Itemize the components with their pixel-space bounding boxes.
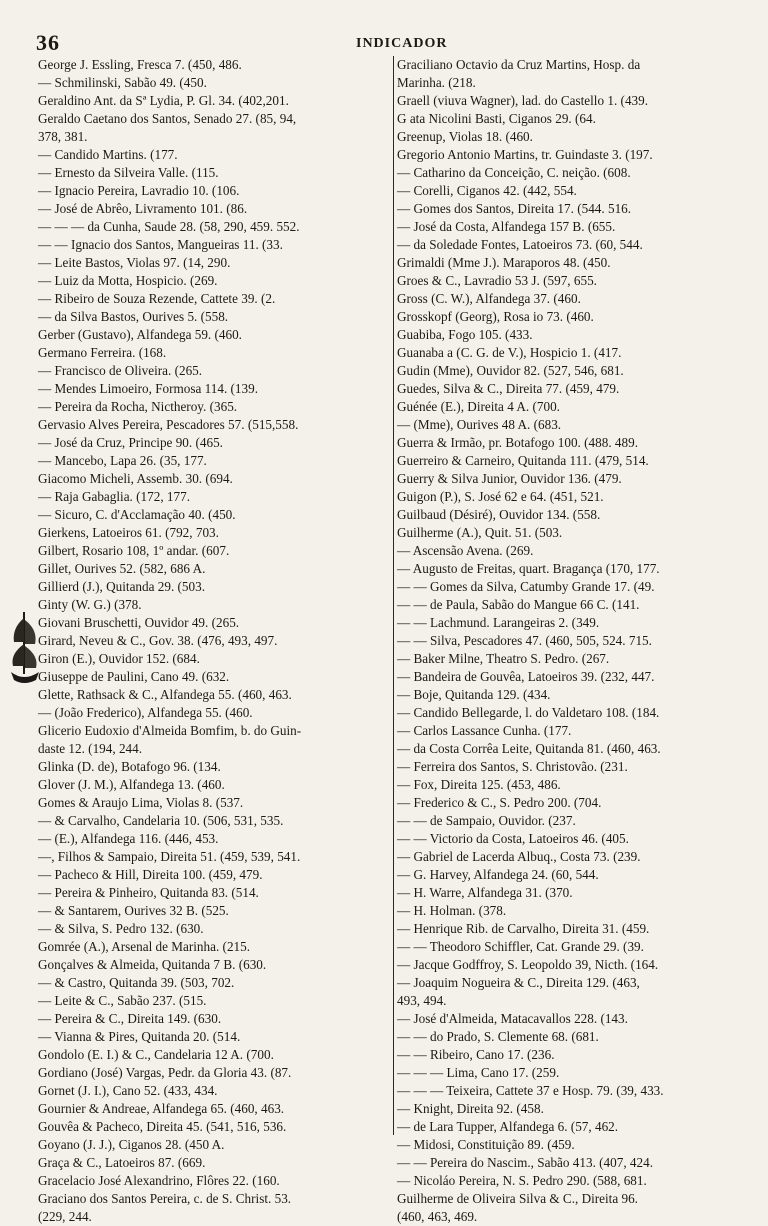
index-entry: — — Ignacio dos Santos, Mangueiras 11. (33.: [38, 237, 283, 252]
index-entry: — Corelli, Ciganos 42. (442, 554.: [397, 183, 577, 198]
index-entry: — Joaquim Nogueira & C., Direita 129. (463,: [397, 975, 640, 990]
index-entry: Guerry & Silva Junior, Ouvidor 136. (479.: [397, 471, 622, 486]
index-entry: Gudin (Mme), Ouvidor 82. (527, 546, 681.: [397, 363, 624, 378]
left-column: [38, 56, 393, 1224]
index-entry: — Candido Martins. (177.: [38, 147, 178, 162]
index-entry: (229, 244.: [38, 1209, 92, 1224]
index-entry: Marinha. (218.: [397, 75, 476, 90]
index-entry: — Boje, Quitanda 129. (434.: [397, 687, 551, 702]
index-entry: — Baker Milne, Theatro S. Pedro. (267.: [397, 651, 610, 666]
index-entry: — — — Teixeira, Cattete 37 e Hosp. 79. (39, 433.: [397, 1083, 664, 1098]
index-entry: Gouvêa & Pacheco, Direita 45. (541, 516, 536.: [38, 1119, 287, 1134]
index-entry: Geraldo Caetano dos Santos, Senado 27. (85, 94,: [38, 111, 297, 126]
page-header: [36, 30, 740, 56]
index-entry: — Pereira & Pinheiro, Quitanda 83. (514.: [38, 885, 259, 900]
index-entry: — Ernesto da Silveira Valle. (115.: [38, 165, 219, 180]
index-entry: — Midosi, Constituição 89. (459.: [397, 1137, 575, 1152]
index-entry: Giovani Bruschetti, Ouvidor 49. (265.: [38, 615, 240, 630]
index-entry: — Pereira da Rocha, Nictheroy. (365.: [38, 399, 238, 414]
index-entry: Giacomo Micheli, Assemb. 30. (694.: [38, 471, 233, 486]
index-entry: — (Mme), Ourives 48 A. (683.: [397, 417, 562, 432]
index-entry: George J. Essling, Fresca 7. (450, 486.: [38, 57, 242, 72]
index-entry: Grimaldi (Mme J.). Maraporos 48. (450.: [397, 255, 611, 270]
index-entry: — H. Warre, Alfandega 31. (370.: [397, 885, 573, 900]
index-entry: — Bandeira de Gouvêa, Latoeiros 39. (232, 447.: [397, 669, 655, 684]
index-entry: — — Gomes da Silva, Catumby Grande 17. (49.: [397, 579, 655, 594]
index-columns: [38, 56, 748, 1224]
index-entry: — Candido Bellegarde, l. do Valdetaro 108. (184.: [397, 705, 660, 720]
index-entry: — — do Prado, S. Clemente 68. (681.: [397, 1029, 599, 1044]
index-entry: — & Castro, Quitanda 39. (503, 702.: [38, 975, 235, 990]
index-entry: Guilherme (A.), Quit. 51. (503.: [397, 525, 563, 540]
index-entry: — Knight, Direita 92. (458.: [397, 1101, 544, 1116]
index-entry: — (João Frederico), Alfandega 55. (460.: [38, 705, 253, 720]
index-entry: Gillierd (J.), Quitanda 29. (503.: [38, 579, 206, 594]
running-head: INDICADOR: [356, 36, 448, 51]
page-number: 36: [36, 30, 60, 55]
index-entry: Gross (C. W.), Alfandega 37. (460.: [397, 291, 581, 306]
index-entry: — Jacque Godffroy, S. Leopoldo 39, Nicth. (164.: [397, 957, 659, 972]
index-entry: — da Costa Corrêa Leite, Quitanda 81. (460, 463.: [397, 741, 661, 756]
index-entry: Gillet, Ourives 52. (582, 686 A.: [38, 561, 206, 576]
index-entry: Glinka (D. de), Botafogo 96. (134.: [38, 759, 221, 774]
index-entry: Geraldino Ant. da Sª Lydia, P. Gl. 34. (402,201.: [38, 93, 289, 108]
index-entry: Giron (E.), Ouvidor 152. (684.: [38, 651, 200, 666]
index-entry: — Francisco de Oliveira. (265.: [38, 363, 203, 378]
index-entry: — Fox, Direita 125. (453, 486.: [397, 777, 561, 792]
index-entry: — José da Cruz, Principe 90. (465.: [38, 435, 223, 450]
index-entry: Gervasio Alves Pereira, Pescadores 57. (515,558.: [38, 417, 299, 432]
index-entry: Graça & C., Latoeiros 87. (669.: [38, 1155, 206, 1170]
index-entry: — — — Lima, Cano 17. (259.: [397, 1065, 560, 1080]
index-entry: — Augusto de Freitas, quart. Bragança (170, 177.: [397, 561, 660, 576]
right-column: [393, 56, 748, 1224]
index-entry: — & Carvalho, Candelaria 10. (506, 531, 535.: [38, 813, 284, 828]
index-entry: — Carlos Lassance Cunha. (177.: [397, 723, 572, 738]
index-entry: Guilherme de Oliveira Silva & C., Direita 96.: [397, 1191, 638, 1206]
index-entry: Gilbert, Rosario 108, 1º andar. (607.: [38, 543, 230, 558]
index-entry: Guanaba a (C. G. de V.), Hospicio 1. (417.: [397, 345, 622, 360]
index-entry: Graell (viuva Wagner), lad. do Castello 1. (439.: [397, 93, 649, 108]
index-entry: Germano Ferreira. (168.: [38, 345, 167, 360]
index-entry: Girard, Neveu & C., Gov. 38. (476, 493, 497.: [38, 633, 278, 648]
index-entry: Gracelacio José Alexandrino, Flôres 22. (160.: [38, 1173, 280, 1188]
index-entry: — Leite & C., Sabão 237. (515.: [38, 993, 207, 1008]
index-entry: — Mendes Limoeiro, Formosa 114. (139.: [38, 381, 259, 396]
index-entry: Gomrée (A.), Arsenal de Marinha. (215.: [38, 939, 251, 954]
index-entry: Guénée (E.), Direita 4 A. (700.: [397, 399, 560, 414]
index-entry: — José da Costa, Alfandega 157 B. (655.: [397, 219, 616, 234]
index-entry: — Raja Gabaglia. (172, 177.: [38, 489, 190, 504]
index-entry: 378, 381.: [38, 129, 88, 144]
index-entry: — Nicoláo Pereira, N. S. Pedro 290. (588, 681.: [397, 1173, 647, 1188]
index-entry: — Schmilinski, Sabão 49. (450.: [38, 75, 207, 90]
index-entry: — Catharino da Conceição, C. neição. (608.: [397, 165, 631, 180]
index-entry: Glover (J. M.), Alfandega 13. (460.: [38, 777, 225, 792]
index-entry: Gordiano (José) Vargas, Pedr. da Gloria 43. (87.: [38, 1065, 292, 1080]
index-entry: — de Lara Tupper, Alfandega 6. (57, 462.: [397, 1119, 619, 1134]
index-entry: — — — da Cunha, Saude 28. (58, 290, 459. 552.: [38, 219, 300, 234]
index-entry: daste 12. (194, 244.: [38, 741, 143, 756]
index-entry: Gonçalves & Almeida, Quitanda 7 B. (630.: [38, 957, 267, 972]
index-entry: — — Ribeiro, Cano 17. (236.: [397, 1047, 555, 1062]
index-entry: Gregorio Antonio Martins, tr. Guindaste 3. (197.: [397, 147, 653, 162]
index-entry: — — Lachmund. Larangeiras 2. (349.: [397, 615, 600, 630]
index-entry: — Ribeiro de Souza Rezende, Cattete 39. (2.: [38, 291, 276, 306]
index-entry: — Mancebo, Lapa 26. (35, 177.: [38, 453, 207, 468]
index-entry: Gomes & Araujo Lima, Violas 8. (537.: [38, 795, 244, 810]
index-entry: Guabiba, Fogo 105. (433.: [397, 327, 533, 342]
index-entry: Guigon (P.), S. José 62 e 64. (451, 521.: [397, 489, 604, 504]
index-entry: — Pacheco & Hill, Direita 100. (459, 479.: [38, 867, 263, 882]
index-entry: Gournier & Andreae, Alfandega 65. (460, 463.: [38, 1101, 285, 1116]
index-entry: Glette, Rathsack & C., Alfandega 55. (460, 463.: [38, 687, 292, 702]
index-entry: — Henrique Rib. de Carvalho, Direita 31. (459.: [397, 921, 650, 936]
index-entry: — Ferreira dos Santos, S. Christovão. (231.: [397, 759, 628, 774]
index-entry: — Pereira & C., Direita 149. (630.: [38, 1011, 222, 1026]
index-entry: — Vianna & Pires, Quitanda 20. (514.: [38, 1029, 241, 1044]
index-entry: Graciliano Octavio da Cruz Martins, Hosp. da: [397, 57, 641, 72]
index-entry: Goyano (J. J.), Ciganos 28. (450 A.: [38, 1137, 225, 1152]
index-entry: — José d'Almeida, Matacavallos 228. (143.: [397, 1011, 628, 1026]
index-entry: Gerber (Gustavo), Alfandega 59. (460.: [38, 327, 242, 342]
index-entry: — — de Sampaio, Ouvidor. (237.: [397, 813, 576, 828]
index-entry: — Sicuro, C. d'Acclamação 40. (450.: [38, 507, 236, 522]
index-entry: Giuseppe de Paulini, Cano 49. (632.: [38, 669, 230, 684]
index-entry: — Frederico & C., S. Pedro 200. (704.: [397, 795, 602, 810]
sailing-ship-icon: [8, 608, 42, 688]
index-entry: — — de Paula, Sabão do Mangue 66 C. (141.: [397, 597, 640, 612]
index-entry: — & Santarem, Ourives 32 B. (525.: [38, 903, 229, 918]
index-entry: — — Theodoro Schiffler, Cat. Grande 29. (39.: [397, 939, 644, 954]
index-entry: — & Silva, S. Pedro 132. (630.: [38, 921, 204, 936]
index-entry: — Ignacio Pereira, Lavradio 10. (106.: [38, 183, 240, 198]
index-entry: — — Silva, Pescadores 47. (460, 505, 524. 715.: [397, 633, 652, 648]
index-entry: Guerra & Irmão, pr. Botafogo 100. (488. 489.: [397, 435, 638, 450]
index-entry: —, Filhos & Sampaio, Direita 51. (459, 539, 541.: [38, 849, 301, 864]
index-entry: — H. Holman. (378.: [397, 903, 507, 918]
index-entry: (460, 463, 469.: [397, 1209, 478, 1224]
index-entry: Grosskopf (Georg), Rosa io 73. (460.: [397, 309, 594, 324]
index-entry: Graciano dos Santos Pereira, c. de S. Christ. 53.: [38, 1191, 292, 1206]
index-entry: — Luiz da Motta, Hospicio. (269.: [38, 273, 218, 288]
index-entry: — — Pereira do Nascim., Sabão 413. (407, 424.: [397, 1155, 654, 1170]
index-entry: — da Silva Bastos, Ourives 5. (558.: [38, 309, 229, 324]
index-entry: Ginty (W. G.) (378.: [38, 597, 142, 612]
index-entry: Glicerio Eudoxio d'Almeida Bomfim, b. do Guin-: [38, 723, 302, 738]
index-entry: — Leite Bastos, Violas 97. (14, 290.: [38, 255, 231, 270]
index-entry: G ata Nicolini Basti, Ciganos 29. (64.: [397, 111, 596, 126]
index-entry: — José de Abrêo, Livramento 101. (86.: [38, 201, 248, 216]
index-entry: Gornet (J. I.), Cano 52. (433, 434.: [38, 1083, 218, 1098]
index-entry: Guerreiro & Carneiro, Quitanda 111. (479, 514.: [397, 453, 649, 468]
index-entry: — Gomes dos Santos, Direita 17. (544. 516.: [397, 201, 632, 216]
index-entry: Groes & C., Lavradio 53 J. (597, 655.: [397, 273, 597, 288]
index-entry: — Gabriel de Lacerda Albuq., Costa 73. (239.: [397, 849, 641, 864]
index-entry: 493, 494.: [397, 993, 447, 1008]
index-entry: — da Soledade Fontes, Latoeiros 73. (60, 544.: [397, 237, 643, 252]
index-entry: — — Victorio da Costa, Latoeiros 46. (405.: [397, 831, 629, 846]
index-entry: Guedes, Silva & C., Direita 77. (459, 479.: [397, 381, 620, 396]
index-entry: Gondolo (E. I.) & C., Candelaria 12 A. (700.: [38, 1047, 274, 1062]
index-entry: Greenup, Violas 18. (460.: [397, 129, 533, 144]
index-entry: — (E.), Alfandega 116. (446, 453.: [38, 831, 219, 846]
index-entry: Guilbaud (Désiré), Ouvidor 134. (558.: [397, 507, 601, 522]
index-entry: Gierkens, Latoeiros 61. (792, 703.: [38, 525, 219, 540]
index-entry: — Ascensão Avena. (269.: [397, 543, 534, 558]
index-entry: — G. Harvey, Alfandega 24. (60, 544.: [397, 867, 599, 882]
